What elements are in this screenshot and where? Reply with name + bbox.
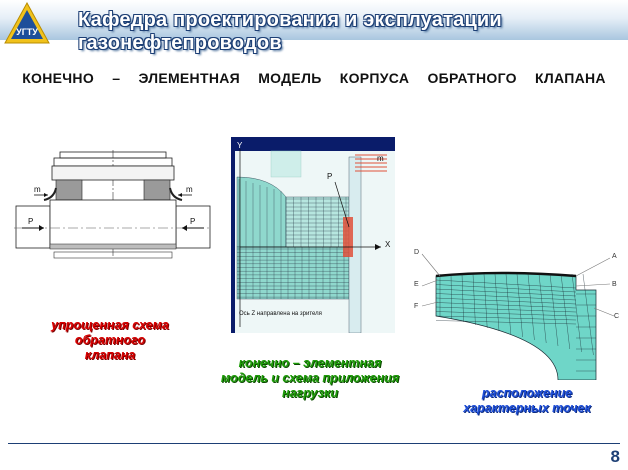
x-axis-label: X (385, 240, 391, 249)
moment-label: m (377, 154, 384, 163)
z-axis-note: Ось Z направлена на зрителя (239, 311, 322, 317)
point-a-label: A (612, 253, 617, 260)
moment-label-left: m (34, 185, 41, 194)
y-axis-label: Y (237, 141, 243, 150)
valve-scheme-figure (14, 148, 212, 268)
university-logo (4, 2, 50, 46)
footer-divider (8, 443, 620, 444)
point-b-label: B (612, 281, 617, 288)
fe-model-figure (231, 137, 395, 333)
characteristic-points-figure (408, 246, 626, 380)
caption-fe-model: конечно – элементная модель и схема приложения нагрузки (220, 356, 400, 400)
point-e-label: E (414, 281, 419, 288)
point-d-label: D (414, 249, 420, 256)
point-c-label: C (614, 313, 620, 320)
point-f-label: F (414, 303, 419, 310)
pressure-label-left: P (28, 217, 34, 226)
page-number: 8 (610, 447, 620, 466)
caption-characteristic-points: расположение характерных точек (463, 386, 591, 415)
pressure-label-right: P (190, 217, 196, 226)
caption-simplified-scheme: упрощенная схема обратного клапана (51, 318, 169, 362)
department-title: Кафедра проектирования и эксплуатации газонефтепроводов (78, 9, 502, 54)
moment-label-right: m (186, 185, 193, 194)
slide-title: КОНЕЧНО – ЭЛЕМЕНТНАЯ МОДЕЛЬ КОРПУСА ОБРАТНОГО КЛАПАНА (22, 70, 606, 86)
logo-text: УГТУ (16, 27, 38, 37)
pressure-label: P (327, 172, 333, 181)
